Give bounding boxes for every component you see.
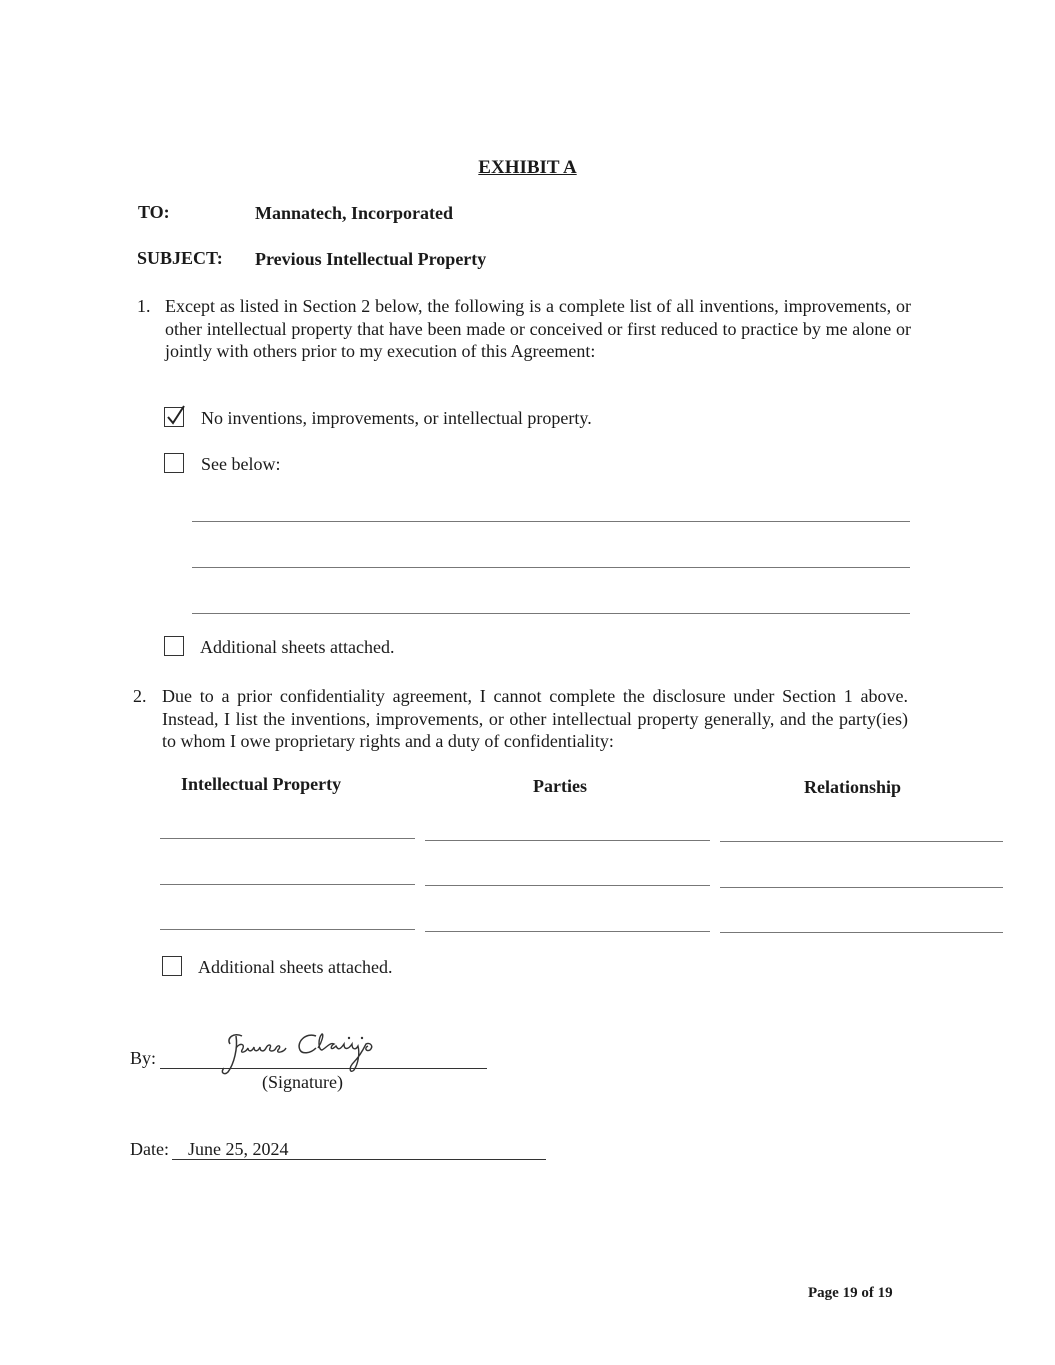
section-2-number: 2. [133,686,147,706]
exhibit-title: EXHIBIT A [478,157,577,178]
date-label: Date: [130,1139,169,1159]
section-2-text: Due to a prior confidentiality agreement, I cannot complete the disclosure under Section 1 above. Instead, I list the inventions, improvements, or other intellectual property generally, and the party(ies) to whom I owe proprietary rights and a duty of confidentiality: [162,686,908,751]
section-1-additional-checkbox[interactable] [164,636,184,656]
parties-blank-line[interactable] [425,885,710,886]
column-header-relationship: Relationship [804,777,902,797]
section-1-text: Except as listed in Section 2 below, the following is a complete list of all inventions, improvements, or other intellectual property that have been made or conceived or first reduced to practice by me alone or jointly with others prior to my execution of this Agreement: [165,296,911,361]
page-number: Page 19 of 19 [808,1285,893,1301]
checkmark-icon [164,402,188,428]
column-header-intellectual-property: Intellectual Property [181,774,342,794]
relationship-blank-line[interactable] [720,841,1003,842]
to-label: TO: [138,202,170,222]
subject-value: Previous Intellectual Property [255,249,487,269]
ip-blank-line[interactable] [160,884,415,885]
relationship-blank-line[interactable] [720,932,1003,933]
column-header-parties: Parties [533,776,587,796]
relationship-blank-line[interactable] [720,887,1003,888]
section-1-blank-line[interactable] [192,567,910,568]
see-below-checkbox[interactable] [164,453,184,473]
section-1-blank-line[interactable] [192,521,910,522]
to-value: Mannatech, Incorporated [255,203,453,223]
subject-label: SUBJECT: [137,248,223,268]
section-1-number: 1. [137,296,151,316]
section-2-additional-label: Additional sheets attached. [198,957,393,977]
see-below-label: See below: [201,454,281,474]
section-1-additional-label: Additional sheets attached. [200,637,395,657]
date-value: June 25, 2024 [188,1139,289,1159]
parties-blank-line[interactable] [425,931,710,932]
ip-blank-line[interactable] [160,929,415,930]
signature-caption: (Signature) [262,1072,343,1092]
no-inventions-checkbox[interactable] [164,407,184,427]
no-inventions-label: No inventions, improvements, or intellectual property. [201,408,592,428]
by-label: By: [130,1048,157,1068]
section-1-blank-line[interactable] [192,613,910,614]
parties-blank-line[interactable] [425,840,710,841]
ip-blank-line[interactable] [160,838,415,839]
section-2-additional-checkbox[interactable] [162,956,182,976]
